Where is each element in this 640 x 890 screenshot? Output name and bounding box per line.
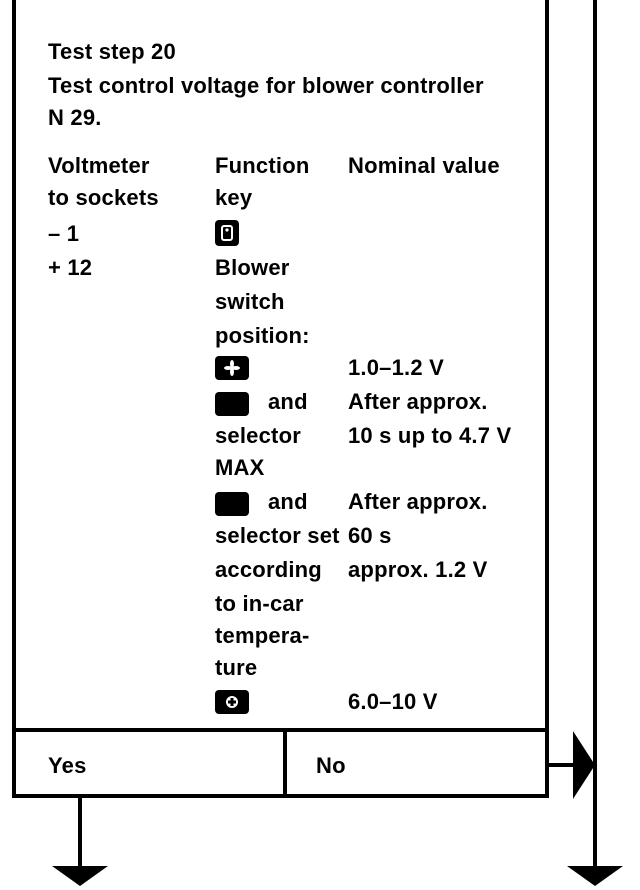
blank-key-icon bbox=[215, 392, 249, 416]
no-branch-label: No bbox=[316, 753, 346, 778]
row2-nominal-line-2: 10 s up to 4.7 V bbox=[348, 423, 512, 448]
row3-function-line-6: ture bbox=[215, 655, 258, 680]
function-key-icon bbox=[215, 220, 239, 246]
test-description-line-2: N 29. bbox=[48, 105, 102, 130]
yes-arrow-down bbox=[52, 866, 108, 886]
row4-nominal: 6.0–10 V bbox=[348, 689, 438, 714]
row3-function-line-5: tempera- bbox=[215, 623, 310, 648]
box-right-border bbox=[545, 0, 549, 798]
function-header-line-1: Function bbox=[215, 153, 310, 178]
nominal-value-header: Nominal value bbox=[348, 153, 500, 178]
plus-key-icon bbox=[215, 690, 249, 714]
socket-positive: + 12 bbox=[48, 255, 93, 280]
yes-flow-line bbox=[78, 798, 82, 868]
voltmeter-header-line-2: to sockets bbox=[48, 185, 159, 210]
row2-function-line-1: and bbox=[268, 389, 308, 414]
row3-nominal-line-1: After approx. bbox=[348, 489, 488, 514]
no-arrow-right bbox=[573, 731, 595, 799]
voltmeter-header-line-1: Voltmeter bbox=[48, 153, 150, 178]
row2-function-line-3: MAX bbox=[215, 455, 265, 480]
fan-key-icon bbox=[215, 356, 249, 380]
row3-nominal-line-3: approx. 1.2 V bbox=[348, 557, 488, 582]
test-description-line-1: Test control voltage for blower controller bbox=[48, 73, 484, 98]
row3-function-line-2: selector set bbox=[215, 523, 340, 548]
test-step-title: Test step 20 bbox=[48, 39, 176, 64]
right-arrow-down bbox=[567, 866, 623, 886]
no-flow-line bbox=[549, 763, 575, 767]
blower-label-line-1: Blower bbox=[215, 255, 290, 280]
row3-function-line-3: according bbox=[215, 557, 322, 582]
box-left-border bbox=[12, 0, 16, 798]
footer-divider-top bbox=[12, 728, 549, 732]
row2-function-line-2: selector bbox=[215, 423, 301, 448]
blower-label-line-3: position: bbox=[215, 323, 310, 348]
blank-key-icon bbox=[215, 492, 249, 516]
row2-nominal-line-1: After approx. bbox=[348, 389, 488, 414]
row3-nominal-line-2: 60 s bbox=[348, 523, 392, 548]
socket-negative: – 1 bbox=[48, 221, 80, 246]
row3-function-line-4: to in-car bbox=[215, 591, 304, 616]
yes-branch-label: Yes bbox=[48, 753, 87, 778]
blower-label-line-2: switch bbox=[215, 289, 285, 314]
row1-nominal: 1.0–1.2 V bbox=[348, 355, 444, 380]
row3-function-line-1: and bbox=[268, 489, 308, 514]
box-bottom-border bbox=[12, 794, 549, 798]
footer-divider-middle bbox=[283, 728, 287, 798]
function-header-line-2: key bbox=[215, 185, 253, 210]
